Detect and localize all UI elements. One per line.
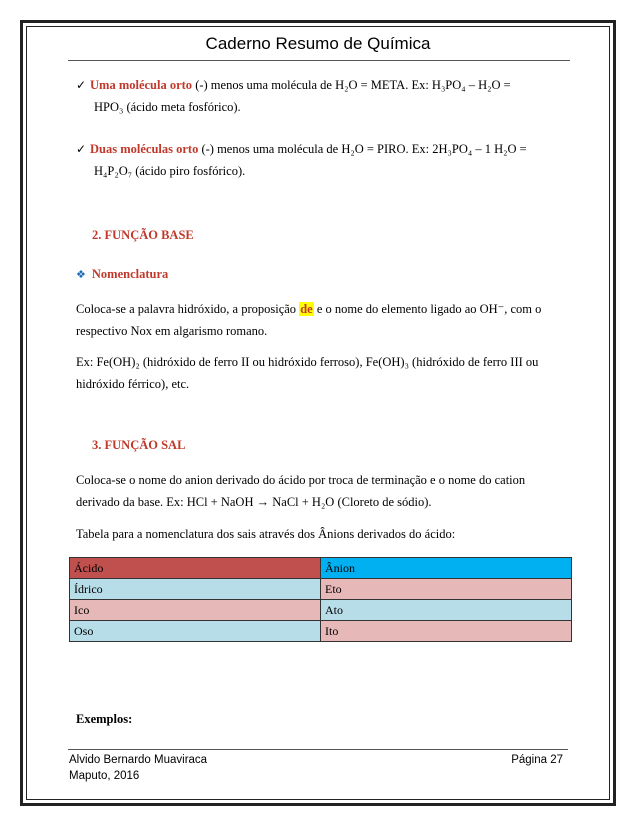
para-sal-1-b: derivado da base. Ex: HCl + NaOH → NaCl + H₂O (Cloreto de sódio). (76, 495, 432, 509)
checkmark-icon: ✓ (76, 78, 87, 92)
footer-page-number: Página 27 (511, 754, 563, 766)
table-row (70, 558, 572, 579)
checkmark-icon: ✓ (76, 142, 87, 156)
table-cell: Ito (321, 621, 572, 642)
para-base-1-a: Coloca-se a palavra hidróxido, a proposição (76, 302, 300, 316)
table-cell: Ídrico (70, 579, 321, 600)
para-sal-1 (76, 469, 562, 513)
table-row (70, 579, 572, 600)
footer-divider (68, 749, 568, 750)
bullet-meta-line2: HPO₃ (ácido meta fosfórico). (94, 100, 241, 114)
page-footer (69, 752, 563, 784)
bullet-piro (76, 138, 562, 182)
para-base-2-a: Ex: Fe(OH)₂ (hidróxido de ferro II ou hidróxido ferroso), Fe(OH)₃ (hidróxido de ferro III ou (76, 355, 539, 369)
table-cell: Eto (321, 579, 572, 600)
table-cell: Ânion (321, 558, 572, 579)
exemplos-heading: Exemplos: (76, 712, 133, 726)
footer-place: Maputo, 2016 (69, 770, 140, 782)
bullet-piro-strong: Duas moléculas orto (90, 142, 199, 156)
para-sal-1-a: Coloca-se o nome do anion derivado do ácido por troca de terminação e o nome do cation (76, 473, 526, 487)
section-title-sal: 3. FUNÇÃO SAL (92, 438, 186, 452)
table-row (70, 621, 572, 642)
table-cell: Oso (70, 621, 321, 642)
subtitle-nomenclatura-text: Nomenclatura (91, 267, 169, 281)
para-sal-2: Tabela para a nomenclatura dos sais através dos Ânions derivados do ácido: (76, 527, 456, 541)
para-base-1-b: e o nome do elemento ligado ao OH⁻, com o (313, 302, 542, 316)
para-base-2-b: hidróxido férrico), etc. (76, 377, 190, 391)
bullet-meta (76, 74, 562, 118)
bullet-meta-strong: Uma molécula orto (90, 78, 193, 92)
page-header-title: Caderno Resumo de Química (205, 34, 431, 53)
bullet-meta-line1: (-) menos uma molécula de H₂O = META. Ex: H₃PO₄ – H₂O = (192, 78, 511, 92)
section-title-base: 2. FUNÇÃO BASE (92, 228, 194, 242)
bullet-piro-line2: H₄P₂O₇ (ácido piro fosfórico). (94, 164, 246, 178)
table-cell: Ácido (70, 558, 321, 579)
footer-author: Alvido Bernardo Muaviraca (69, 754, 208, 766)
anion-table (69, 557, 572, 642)
table-cell: Ato (321, 600, 572, 621)
header-divider (68, 60, 570, 61)
para-base-2 (76, 351, 562, 395)
highlight-de: de (300, 302, 313, 316)
table-row (70, 600, 572, 621)
para-base-1 (76, 298, 562, 342)
subtitle-nomenclatura (76, 267, 168, 282)
para-base-1-c: respectivo Nox em algarismo romano. (76, 324, 268, 338)
diamond-bullet-icon: ❖ (76, 268, 86, 281)
bullet-piro-line1: (-) menos uma molécula de H₂O = PIRO. Ex: 2H₃PO₄ – 1 H₂O = (198, 142, 527, 156)
table-cell: Ico (70, 600, 321, 621)
